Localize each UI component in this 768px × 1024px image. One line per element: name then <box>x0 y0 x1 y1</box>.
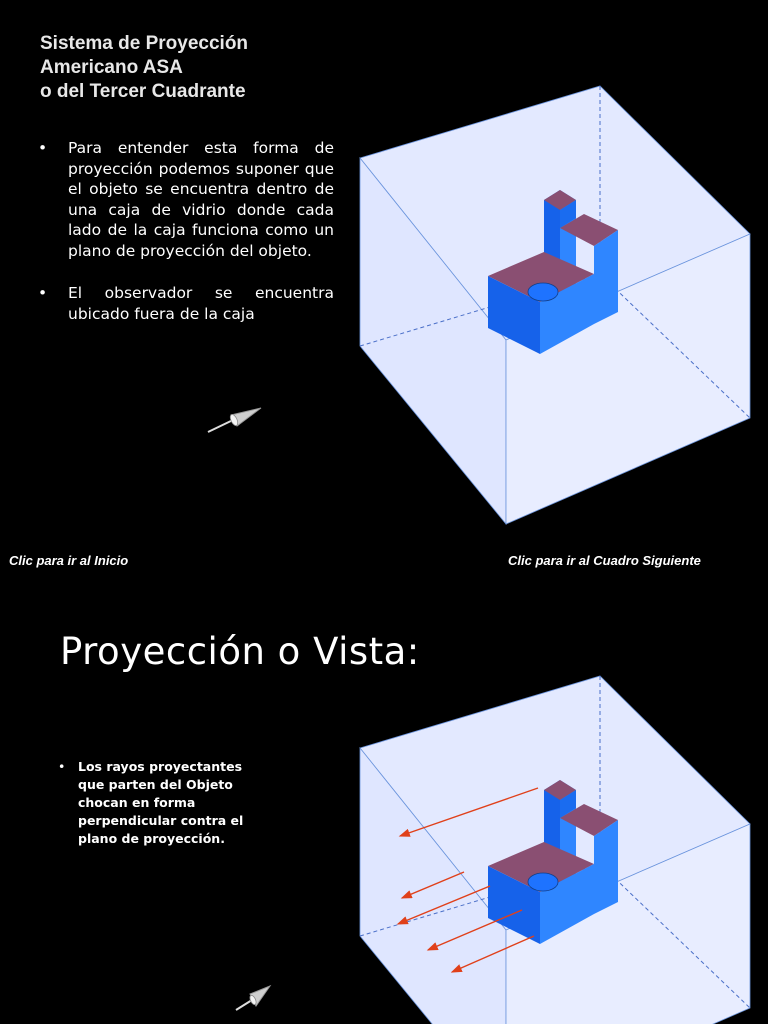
bullet-text: El observador se encuentra ubicado fuera de la caja <box>68 284 334 323</box>
slide-1-bullets <box>38 138 334 346</box>
title-line-1: Sistema de Proyección <box>40 33 249 54</box>
bullet-text: Los rayos proyectantes que parten del Objeto chocan en forma perpendicular contra el plano de proyección. <box>78 759 244 846</box>
bullet-item: • Los rayos proyectantes que parten del Objeto chocan en forma perpendicular contra el plano de proyección. <box>58 759 244 846</box>
bullet-item: • El observador se encuentra ubicado fuera de la caja <box>38 284 334 323</box>
go-to-next-slide-link[interactable]: Clic para ir al Cuadro Siguiente <box>508 553 701 568</box>
glass-box-projection-diagram <box>358 674 752 1024</box>
slide-2-title: Proyección o Vista: <box>60 630 420 673</box>
object-hole <box>528 283 558 301</box>
eye-cone-icon <box>205 404 265 436</box>
title-line-3: o del Tercer Cuadrante <box>40 81 246 102</box>
object-hole <box>528 873 558 891</box>
slide-2-bullets <box>58 758 258 848</box>
slide-1-title <box>40 32 248 104</box>
go-to-start-link[interactable]: Clic para ir al Inicio <box>9 553 129 568</box>
eye-cone-icon <box>234 984 274 1014</box>
glass-box-diagram <box>358 84 752 528</box>
bullet-item: • Para entender esta forma de proyección podemos suponer que el objeto se encuentra dentro de una caja de vidrio donde cada lado de la caja funciona como un plano de proyección del objeto. <box>38 139 334 260</box>
bullet-text: Para entender esta forma de proyección podemos suponer que el objeto se encuentra dentro de una caja de vidrio donde cada lado de la caja funciona como un plano de proyección del objeto. <box>68 139 334 260</box>
title-line-2: Americano ASA <box>40 57 183 78</box>
slide-2 <box>0 590 768 1024</box>
